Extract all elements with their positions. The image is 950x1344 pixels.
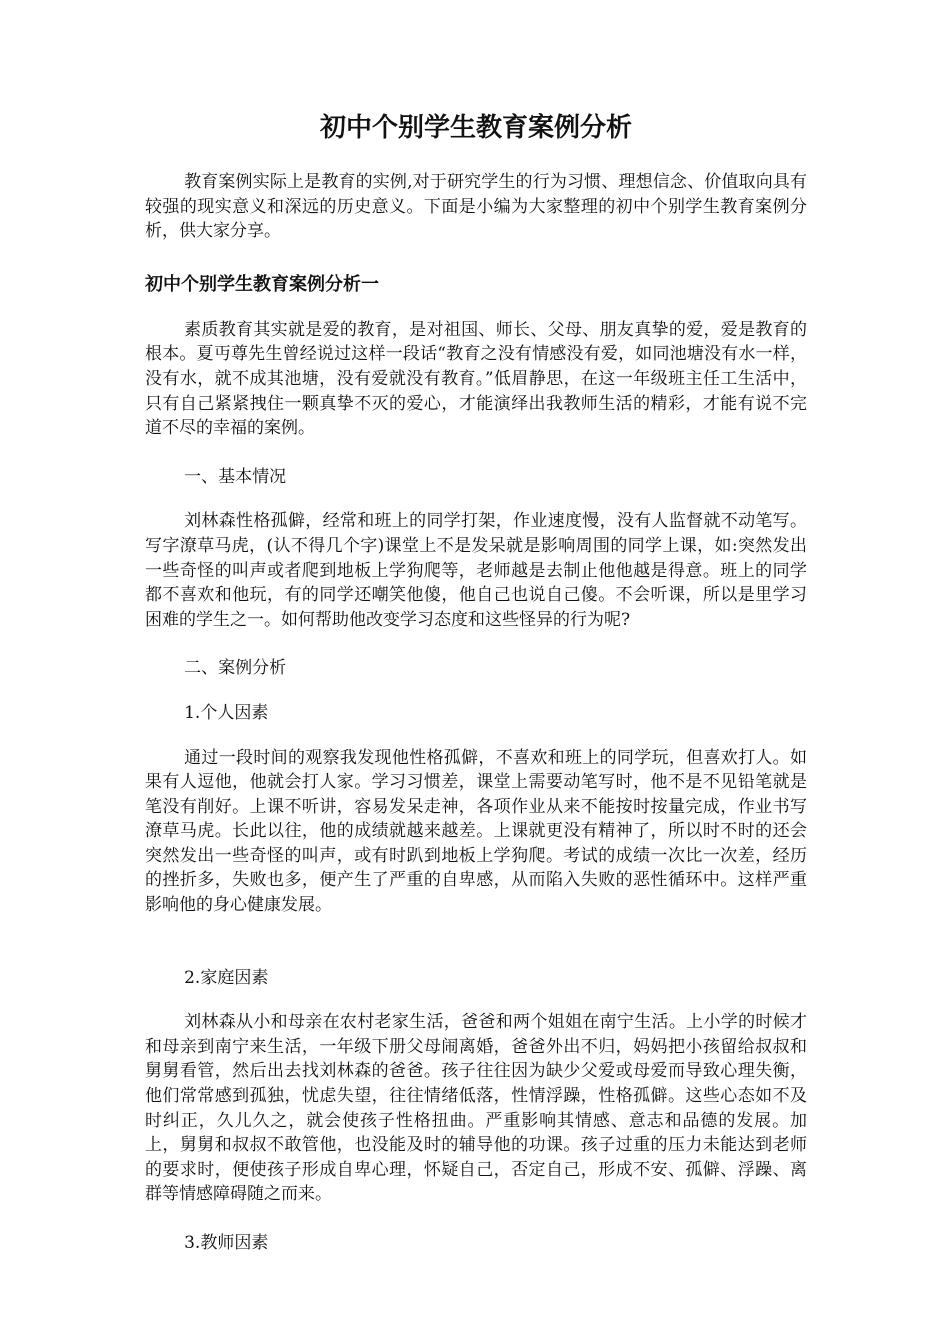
intro-paragraph: 教育案例实际上是教育的实例,对于研究学生的行为习惯、理想信念、价值取向具有较强的现实意义和深远的历史意义。下面是小编为大家整理的初中个别学生教育案例分析，供大家分享。 (145, 172, 807, 242)
paragraph-love-education: 素质教育其实就是爱的教育，是对祖国、师长、父母、朋友真挚的爱，爱是教育的根本。夏丏尊先生曾经说过这样一段话“教育之没有情感没有爱，如同池塘没有水一样，没有水，就不成其池塘，没有爱就没有教育。”低眉静思，在这一年级班主任工生活中，只有自己紧紧拽住一颗真挚不灭的爱心，才能演绎出我教师生活的精彩，才能有说不完道不尽的幸福的案例。 (145, 319, 807, 439)
subheading-personal-factors: 1.个人因素 (184, 702, 269, 723)
paragraph-basic-situation: 刘林森性格孤僻，经常和班上的同学打架，作业速度慢，没有人监督就不动笔写。写字潦草马虎，(认不得几个字)课堂上不是发呆就是影响周围的同学上课，如:突然发出一些奇怪的叫声或者爬到地板上学狗爬等，老师越是去制止他他越是得意。班上的同学都不喜欢和他玩，有的同学还嘲笑他傻，他自己也说自己傻。不会听课，所以是里学习困难的学生之一。如何帮助他改变学习态度和这些怪异的行为呢? (145, 511, 807, 630)
subheading-case-analysis: 二、案例分析 (184, 658, 287, 679)
subheading-family-factors: 2.家庭因素 (184, 967, 269, 988)
document-title: 初中个别学生教育案例分析 (319, 113, 632, 143)
subheading-teacher-factors: 3.教师因素 (184, 1233, 269, 1253)
document-page (145, 110, 807, 1276)
paragraph-family-factors: 刘林森从小和母亲在农村老家生活，爸爸和两个姐姐在南宁生活。上小学的时候才和母亲到南宁来生活，一年级下册父母闹离婚，爸爸外出不归，妈妈把小孩留给叔叔和舅舅看管，然后出去找刘林森的爸爸。孩子往往因为缺少父爱或母爱而导致心理失衡，他们常常感到孤独，忧虑失望，往往情绪低落，性情浮躁，性格孤僻。这些心态如不及时纠正，久儿久之，就会使孩子性格扭曲。严重影响其情感、意志和品德的发展。加上，舅舅和叔叔不敢管他，也没能及时的辅导他的功课。孩子过重的压力未能达到老师的要求时，便使孩子形成自卑心理，怀疑自己，否定自己，形成不安、孤僻、浮躁、离群等情感障碍随之而来。 (145, 1012, 807, 1205)
paragraph-personal-factors: 通过一段时间的观察我发现他性格孤僻，不喜欢和班上的同学玩，但喜欢打人。如果有人逗他，他就会打人家。学习习惯差，课堂上需要动笔写时，他不是不见铅笔就是笔没有削好。上课不听讲，容易发呆走神，各项作业从来不能按时按量完成，作业书写潦草马虎。长此以往，他的成绩就越来越差。上课就更没有精神了，所以时不时的还会突然发出一些奇怪的叫声，或有时趴到地板上学狗爬。考试的成绩一次比一次差，经历的挫折多，失败也多，便产生了严重的自卑感，从而陷入失败的恶性循环中。这样严重影响他的身心健康发展。 (145, 747, 807, 916)
section-heading: 初中个别学生教育案例分析一 (145, 273, 379, 295)
subheading-basic-situation: 一、基本情况 (184, 466, 287, 487)
